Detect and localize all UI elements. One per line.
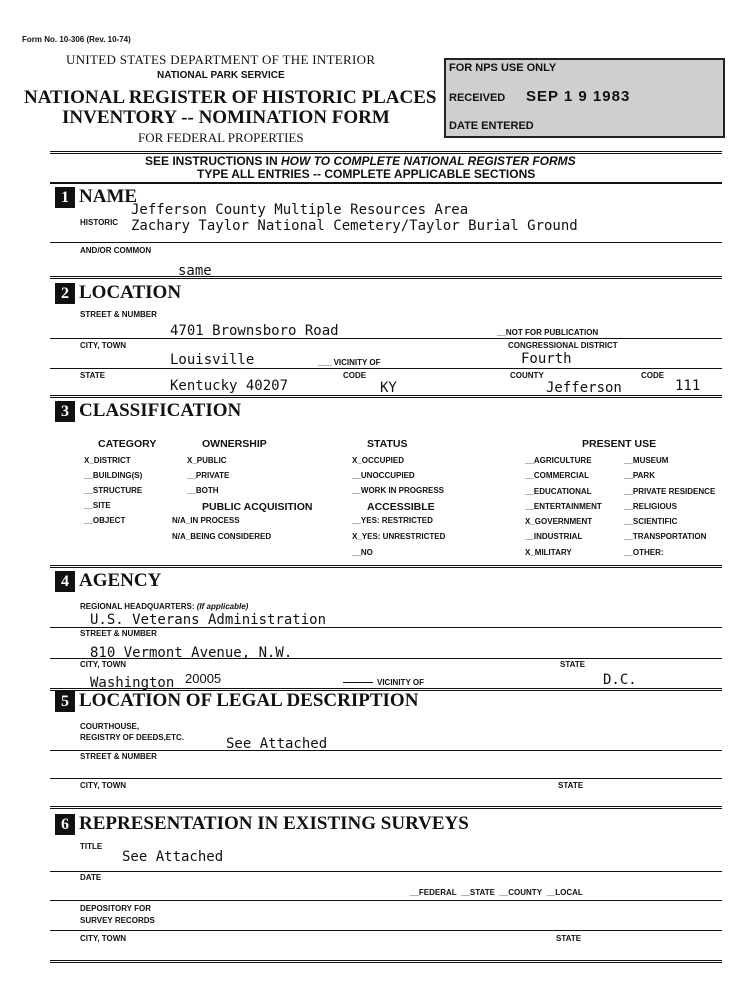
state-label: STATE — [80, 371, 106, 380]
legal-state-label: STATE — [558, 781, 584, 790]
status-work-in-progress: __WORK IN PROGRESS — [352, 486, 445, 495]
use-agriculture: __AGRICULTURE — [525, 456, 592, 465]
county-code-value: 111 — [675, 378, 701, 394]
use-government: X_GOVERNMENT — [525, 517, 593, 527]
survey-state-label: STATE — [556, 934, 582, 943]
congressional-district-label: CONGRESSIONAL DISTRICT — [508, 341, 618, 350]
agency-vicinity-of: VICINITY OF — [343, 678, 424, 687]
date-entered-label: DATE ENTERED — [449, 120, 534, 132]
section-location-heading: 2 LOCATION — [55, 282, 181, 304]
present-use-list-2 — [624, 456, 715, 563]
common-name-label: AND/OR COMMON — [80, 246, 152, 255]
ownership-list — [187, 456, 229, 501]
agency-street-value: 810 Vermont Avenue, N.W. — [90, 645, 293, 661]
agency-street-label: STREET & NUMBER — [80, 629, 157, 638]
section-classification-heading: 3 CLASSIFICATION — [55, 400, 241, 422]
use-other: __OTHER: — [624, 547, 664, 557]
legal-street-label: STREET & NUMBER — [80, 752, 157, 761]
status-occupied: X_OCCUPIED — [352, 456, 405, 465]
registry-value: See Attached — [226, 736, 328, 752]
status-header: STATUS — [367, 438, 408, 450]
use-religious: __RELIGIOUS — [624, 501, 677, 511]
form-subtitle: INVENTORY -- NOMINATION FORM — [62, 107, 390, 128]
section-surveys-heading: 6 REPRESENTATION IN EXISTING SURVEYS — [55, 813, 469, 835]
status-unoccupied: __UNOCCUPIED — [352, 471, 415, 480]
use-entertainment: __ENTERTAINMENT — [525, 501, 602, 511]
vicinity-of: ___ VICINITY OF — [318, 358, 381, 367]
survey-title-label: TITLE — [80, 842, 103, 851]
use-private-residence: __PRIVATE RESIDENCE — [624, 486, 716, 496]
agency-city-label: CITY, TOWN — [80, 660, 127, 669]
accessible-list — [352, 516, 445, 564]
historic-name-1: Jefferson County Multiple Resources Area — [131, 202, 469, 218]
agency-zip-value: 20005 — [185, 671, 222, 686]
use-museum: __MUSEUM — [624, 456, 669, 465]
historic-label: HISTORIC — [80, 218, 119, 227]
historic-name-2: Zachary Taylor National Cemetery/Taylor Burial Ground — [131, 218, 578, 234]
use-scientific: __SCIENTIFIC — [624, 517, 678, 527]
instructions-line2: TYPE ALL ENTRIES -- COMPLETE APPLICABLE SECTIONS — [197, 167, 536, 181]
access-unrestricted: X_YES: UNRESTRICTED — [352, 532, 446, 541]
department: UNITED STATES DEPARTMENT OF THE INTERIOR — [66, 52, 376, 67]
not-for-publication: __NOT FOR PUBLICATION — [497, 328, 599, 337]
city-value: Louisville — [170, 352, 255, 368]
street-value: 4701 Brownsboro Road — [170, 323, 339, 339]
accessible-header: ACCESSIBLE — [367, 501, 435, 513]
congressional-district-value: Fourth — [521, 351, 572, 367]
use-military: X_MILITARY — [525, 547, 572, 557]
regional-hq-label: REGIONAL HEADQUARTERS: (If applicable) — [80, 602, 249, 611]
section-agency-heading: 4 AGENCY — [55, 570, 161, 592]
category-site: __SITE — [84, 501, 111, 510]
use-educational: __EDUCATIONAL — [525, 486, 592, 496]
acquisition-list — [172, 516, 271, 548]
instructions-line1: SEE INSTRUCTIONS IN HOW TO COMPLETE NATIONAL REGISTER FORMS — [145, 154, 576, 168]
category-structure: __STRUCTURE — [84, 486, 143, 495]
use-transportation: __TRANSPORTATION — [624, 532, 707, 542]
registry-label: REGISTRY OF DEEDS,ETC. — [80, 733, 185, 742]
access-restricted: __YES: RESTRICTED — [352, 516, 433, 525]
common-name-value: same — [178, 263, 212, 279]
form-number: Form No. 10-306 (Rev. 10-74) — [22, 35, 131, 44]
agency-city-value: Washington — [90, 675, 175, 691]
public-acquisition-header: PUBLIC ACQUISITION — [202, 501, 313, 513]
access-no: __NO — [352, 548, 373, 557]
category-object: __OBJECT — [84, 516, 126, 525]
form-scope: FOR FEDERAL PROPERTIES — [138, 130, 304, 145]
ownership-private: __PRIVATE — [187, 471, 230, 480]
depository-label-2: SURVEY RECORDS — [80, 916, 155, 925]
agency-state-value: D.C. — [603, 672, 637, 688]
use-park: __PARK — [624, 471, 655, 481]
depository-label-1: DEPOSITORY FOR — [80, 904, 151, 913]
survey-city-label: CITY, TOWN — [80, 934, 127, 943]
received-label: RECEIVED — [449, 92, 506, 104]
city-label: CITY, TOWN — [80, 341, 127, 350]
acq-being-considered: N/A_BEING CONSIDERED — [172, 532, 272, 541]
county-label: COUNTY — [510, 371, 544, 380]
state-code-value: KY — [380, 380, 397, 396]
category-buildings: __BUILDING(S) — [84, 471, 143, 480]
status-list — [352, 456, 444, 501]
form-title: NATIONAL REGISTER OF HISTORIC PLACES — [24, 87, 437, 108]
survey-levels: __FEDERAL __STATE __COUNTY __LOCAL — [410, 888, 583, 897]
county-value: Jefferson — [546, 380, 622, 396]
category-list — [84, 456, 142, 531]
nps-use-box — [444, 58, 725, 138]
acq-in-process: N/A_IN PROCESS — [172, 516, 240, 525]
ownership-public: X_PUBLIC — [187, 456, 227, 465]
state-value: Kentucky 40207 — [170, 378, 289, 394]
courthouse-label: COURTHOUSE, — [80, 722, 140, 731]
county-code-label: CODE — [641, 371, 665, 380]
survey-title-value: See Attached — [122, 849, 224, 865]
legal-city-label: CITY, TOWN — [80, 781, 127, 790]
section-name-heading: 1 NAME — [55, 186, 137, 208]
use-industrial: __INDUSTRIAL — [525, 532, 583, 542]
category-district: X_DISTRICT — [84, 456, 131, 465]
received-stamp: SEP 1 9 1983 — [526, 88, 631, 105]
state-code-label: CODE — [343, 371, 367, 380]
category-header: CATEGORY — [98, 438, 157, 450]
agency-state-label: STATE — [560, 660, 586, 669]
nps-label: FOR NPS USE ONLY — [449, 62, 557, 74]
section-legal-description-heading: 5 LOCATION OF LEGAL DESCRIPTION — [55, 690, 418, 712]
street-label: STREET & NUMBER — [80, 310, 157, 319]
ownership-both: __BOTH — [187, 486, 219, 495]
service: NATIONAL PARK SERVICE — [157, 70, 285, 81]
use-commercial: __COMMERCIAL — [525, 471, 590, 481]
ownership-header: OWNERSHIP — [202, 438, 267, 450]
present-use-header: PRESENT USE — [582, 438, 657, 450]
regional-hq-value: U.S. Veterans Administration — [90, 612, 327, 628]
survey-date-label: DATE — [80, 873, 102, 882]
present-use-list-1 — [525, 456, 602, 563]
